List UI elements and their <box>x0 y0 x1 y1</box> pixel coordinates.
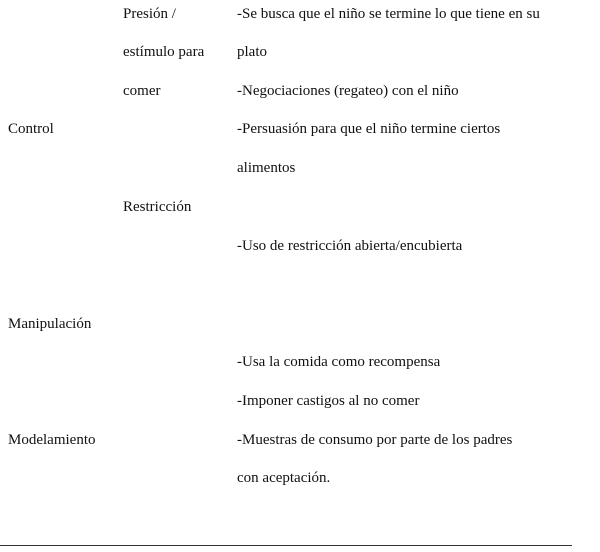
description-line: -Persuasión para que el niño termine ciertos <box>237 121 501 137</box>
description-line: -Imponer castigos al no comer <box>237 393 420 409</box>
category-manipulacion: Manipulación <box>8 316 92 332</box>
description-line: -Muestras de consumo por parte de los padres <box>237 432 513 448</box>
description-line: alimentos <box>237 160 296 176</box>
description-line: -Se busca que el niño se termine lo que tiene en su <box>237 6 540 22</box>
table-bottom-rule <box>0 545 572 546</box>
category-control: Control <box>8 121 54 137</box>
subcategory-presion-line-3: comer <box>123 83 161 99</box>
category-modelamiento: Modelamiento <box>8 432 96 448</box>
subcategory-restriccion: Restricción <box>123 199 192 215</box>
description-line: plato <box>237 44 267 60</box>
description-line: -Uso de restricción abierta/encubierta <box>237 238 463 254</box>
subcategory-presion-line-1: Presión / <box>123 6 176 22</box>
description-line: con aceptación. <box>237 470 331 486</box>
description-line: -Usa la comida como recompensa <box>237 354 441 370</box>
description-line: -Negociaciones (regateo) con el niño <box>237 83 459 99</box>
subcategory-presion-line-2: estímulo para <box>123 44 205 60</box>
